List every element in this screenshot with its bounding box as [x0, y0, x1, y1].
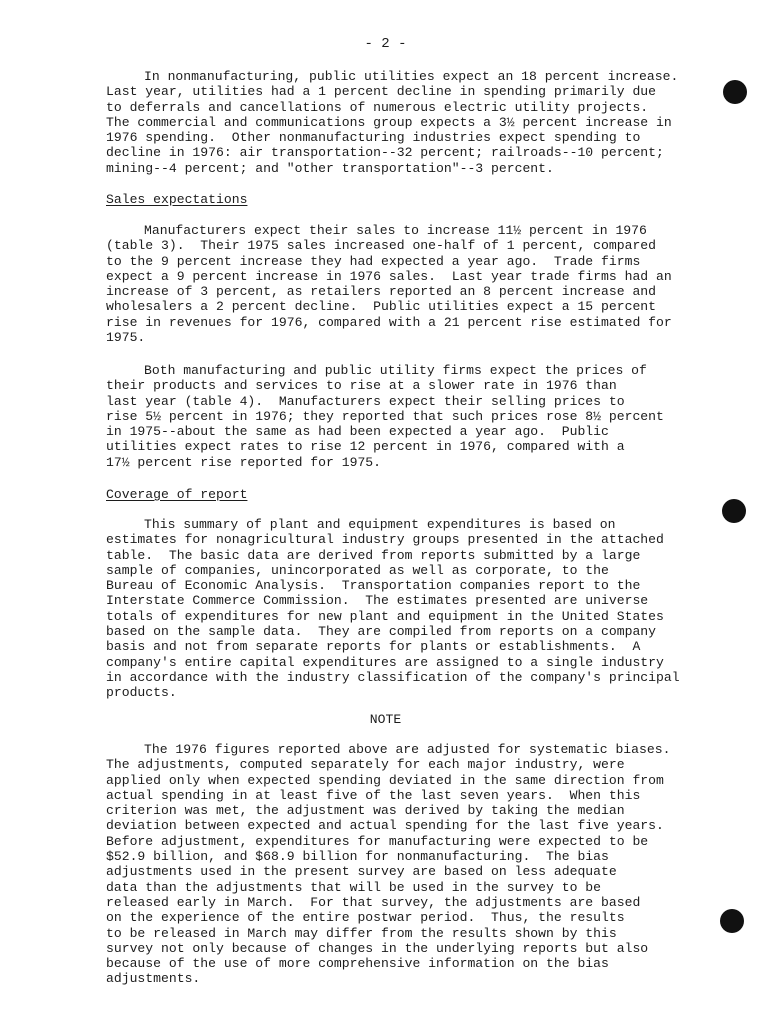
- text-line: products.: [106, 685, 177, 701]
- text-line: in accordance with the industry classification of the company's principal: [106, 669, 680, 685]
- text-line: in 1975--about the same as had been expected a year ago. Public: [106, 424, 609, 440]
- text-line: $52.9 billion, and $68.9 billion for nonmanufacturing. The bias: [106, 849, 609, 865]
- section-heading-sales: Sales expectations: [106, 192, 248, 207]
- punch-hole-middle: [722, 499, 746, 523]
- text-line: utilities expect rates to rise 12 percent in 1976, compared with a: [106, 439, 625, 455]
- text-line: Last year, utilities had a 1 percent decline in spending primarily due: [106, 84, 657, 100]
- text-line: because of the use of more comprehensive information on the bias: [106, 956, 609, 972]
- text-line: to the 9 percent increase they had expected a year ago. Trade firms: [106, 253, 641, 269]
- text-line: table. The basic data are derived from reports submitted by a large: [106, 547, 641, 563]
- text-line: wholesalers a 2 percent decline. Public utilities expect a 15 percent: [106, 299, 657, 315]
- text-line: Bureau of Economic Analysis. Transportation companies report to the: [106, 578, 641, 594]
- note-paragraph: [106, 742, 671, 987]
- text-line: adjustments.: [106, 971, 201, 987]
- text-line: expect a 9 percent increase in 1976 sales. Last year trade firms had an: [106, 268, 672, 284]
- text-line: 17½ percent rise reported for 1975.: [106, 454, 382, 470]
- text-line: rise 5½ percent in 1976; they reported that such prices rose 8½ percent: [106, 408, 664, 424]
- text-line: totals of expenditures for new plant and equipment in the United States: [106, 608, 664, 624]
- text-line: to be released in March may differ from the results shown by this: [106, 925, 617, 941]
- text-line: This summary of plant and equipment expenditures is based on: [144, 517, 616, 532]
- text-line: 1976 spending. Other nonmanufacturing industries expect spending to: [106, 130, 641, 146]
- text-line: adjustments used in the present survey are based on less adequate: [106, 864, 617, 880]
- text-line: The 1976 figures reported above are adjusted for systematic biases.: [144, 742, 671, 757]
- text-line: The adjustments, computed separately for each major industry, were: [106, 757, 625, 773]
- punch-hole-bottom: [720, 909, 744, 933]
- sales-paragraph-1: [106, 223, 672, 346]
- text-line: to deferrals and cancellations of numerous electric utility projects.: [106, 99, 649, 115]
- text-line: rise in revenues for 1976, compared with a 21 percent rise estimated for: [106, 314, 672, 330]
- text-line: survey not only because of changes in the underlying reports but also: [106, 940, 649, 956]
- text-line: In nonmanufacturing, public utilities expect an 18 percent increase.: [144, 69, 679, 84]
- text-line: Interstate Commerce Commission. The estimates presented are universe: [106, 593, 649, 609]
- text-line: criterion was met, the adjustment was derived by taking the median: [106, 803, 625, 819]
- text-line: (table 3). Their 1975 sales increased one-half of 1 percent, compared: [106, 238, 657, 254]
- coverage-paragraph: [106, 517, 680, 701]
- text-line: estimates for nonagricultural industry groups presented in the attached: [106, 532, 664, 548]
- text-line: Manufacturers expect their sales to increase 11½ percent in 1976: [144, 223, 647, 238]
- text-line: 1975.: [106, 330, 146, 346]
- punch-hole-top: [723, 80, 747, 104]
- text-line: The commercial and communications group expects a 3½ percent increase in: [106, 114, 672, 130]
- text-line: applied only when expected spending deviated in the same direction from: [106, 772, 664, 788]
- text-line: Before adjustment, expenditures for manufacturing were expected to be: [106, 833, 649, 849]
- note-title: NOTE: [369, 712, 402, 727]
- text-line: sample of companies, unincorporated as well as corporate, to the: [106, 562, 609, 578]
- text-line: based on the sample data. They are compiled from reports on a company: [106, 624, 657, 640]
- text-line: deviation between expected and actual spending for the last five years.: [106, 818, 664, 834]
- text-line: released early in March. For that survey, the adjustments are based: [106, 894, 641, 910]
- intro-paragraph: [106, 69, 679, 176]
- text-line: Both manufacturing and public utility firms expect the prices of: [144, 363, 647, 378]
- text-line: last year (table 4). Manufacturers expect their selling prices to: [106, 393, 625, 409]
- text-line: on the experience of the entire postwar period. Thus, the results: [106, 910, 625, 926]
- text-line: basis and not from separate reports for plants or establishments. A: [106, 639, 641, 655]
- text-line: decline in 1976: air transportation--32 percent; railroads--10 percent;: [106, 145, 664, 161]
- text-line: actual spending in at least five of the last seven years. When this: [106, 787, 641, 803]
- page-number: - 2 -: [364, 36, 407, 52]
- text-line: data than the adjustments that will be used in the survey to be: [106, 879, 602, 895]
- text-line: increase of 3 percent, as retailers reported an 8 percent increase and: [106, 284, 657, 300]
- text-line: company's entire capital expenditures are assigned to a single industry: [106, 654, 664, 670]
- section-heading-coverage: Coverage of report: [106, 487, 248, 502]
- text-line: mining--4 percent; and "other transportation"--3 percent.: [106, 160, 554, 176]
- sales-paragraph-2: [106, 363, 666, 470]
- text-line: their products and services to rise at a slower rate in 1976 than: [106, 378, 617, 394]
